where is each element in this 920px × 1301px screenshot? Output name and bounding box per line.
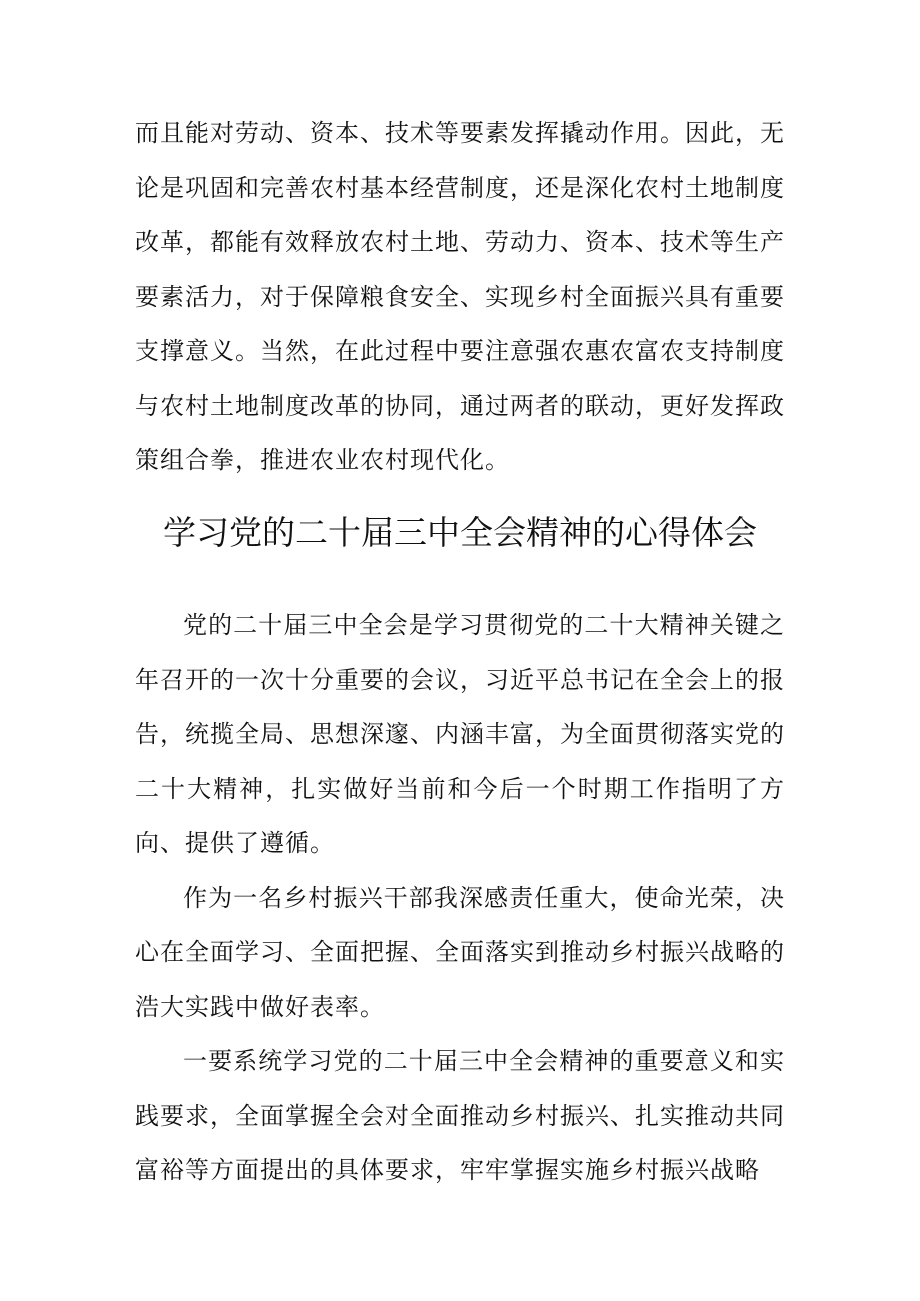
body-paragraph-2: 作为一名乡村振兴干部我深感责任重大，使命光荣，决心在全面学习、全面把握、全面落实到推动乡村振兴战略的浩大实践中做好表率。 — [135, 883, 785, 1021]
body-paragraph-3: 一要系统学习党的二十届三中全会精神的重要意义和实践要求，全面掌握全会对全面推动乡村振兴、扎实推动共同富裕等方面提出的具体要求，牢牢掌握实施乡村振兴战略 — [135, 1047, 785, 1184]
article-body — [135, 598, 785, 1198]
continuation-paragraph: 而且能对劳动、资本、技术等要素发挥撬动作用。因此，无论是巩固和完善农村基本经营制度，还是深化农村土地制度改革，都能有效释放农村土地、劳动力、资本、技术等生产要素活力，对于保障粮食安全、实现乡村全面振兴具有重要支撑意义。当然，在此过程中要注意强农惠农富农支持制度与农村土地制度改革的协同，通过两者的联动，更好发挥政策组合拳，推进农业农村现代化。 — [135, 119, 785, 474]
body-paragraph-1: 党的二十届三中全会是学习贯彻党的二十大精神关键之年召开的一次十分重要的会议，习近平总书记在全会上的报告，统揽全局、思想深邃、内涵丰富，为全面贯彻落实党的二十大精神，扎实做好当前和今后一个时期工作指明了方向、提供了遵循。 — [135, 611, 785, 857]
article-title: 学习党的二十届三中全会精神的心得体会 — [163, 513, 757, 552]
